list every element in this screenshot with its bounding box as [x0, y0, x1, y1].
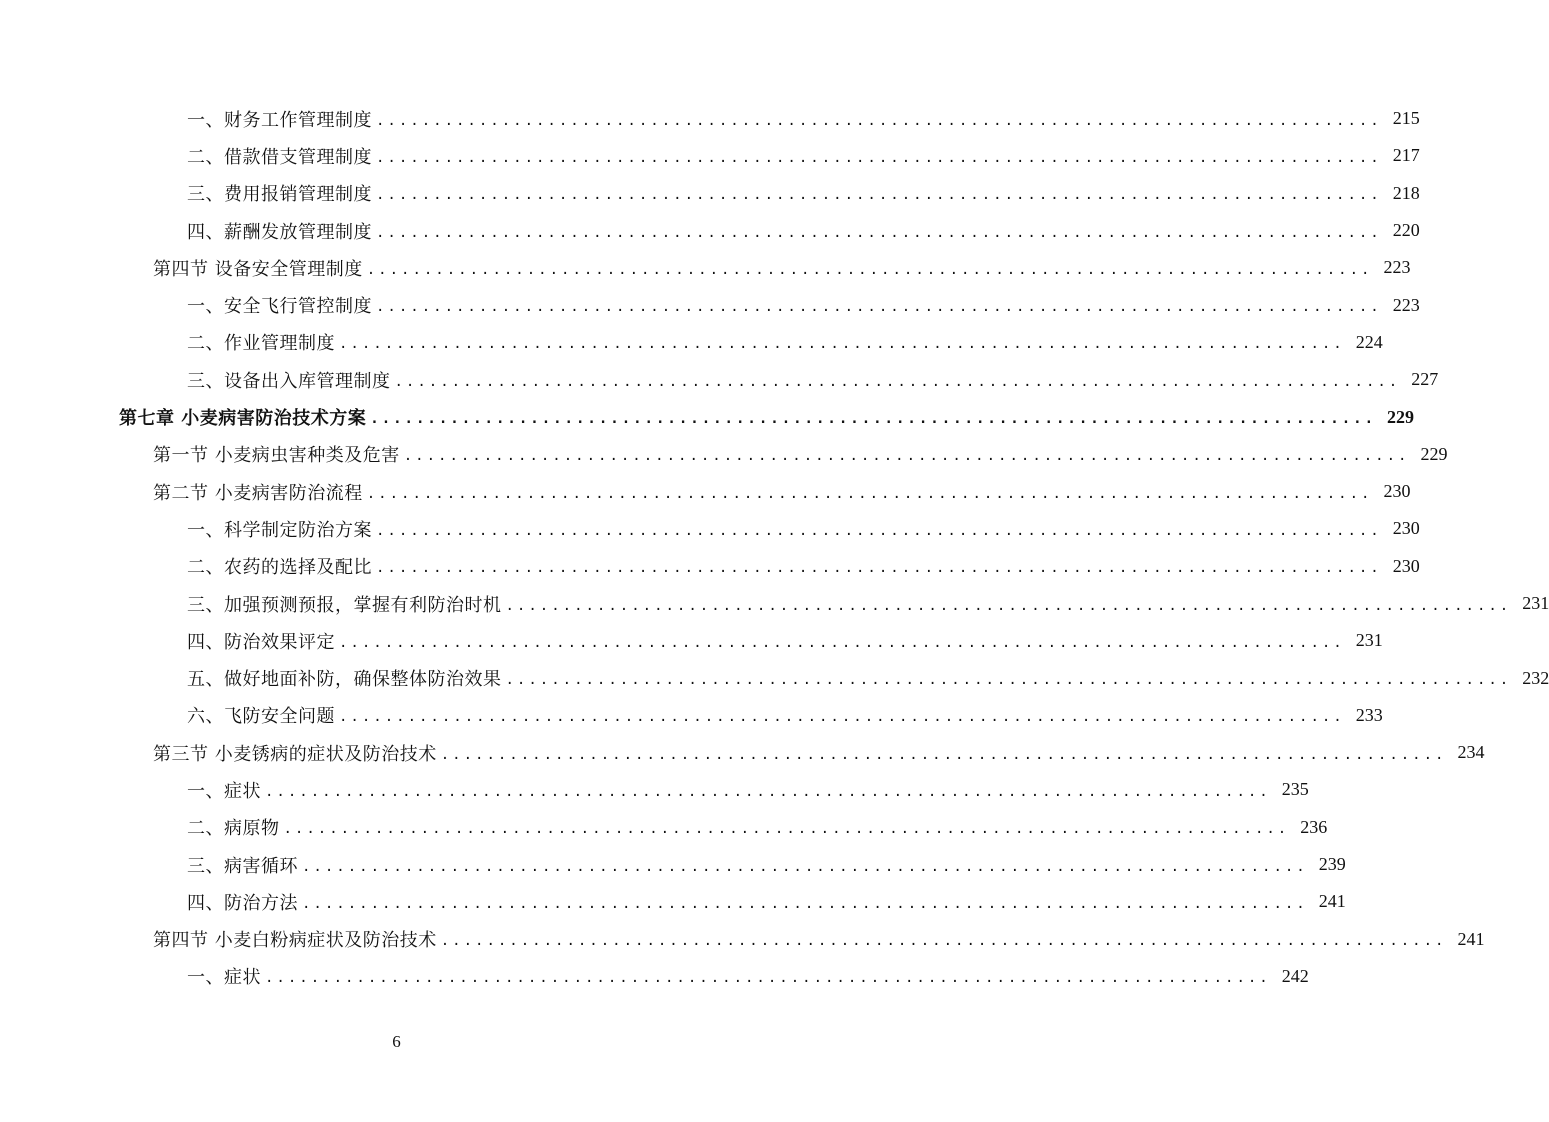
- toc-entry-title: 四、防治方法: [187, 892, 298, 914]
- toc-entry-title: 第四节 小麦白粉病症状及防治技术: [153, 930, 437, 952]
- dot-leader: ........................................................................................: [376, 560, 1382, 577]
- toc-entry[interactable]: [0, 585, 1549, 622]
- table-of-contents: [0, 100, 1549, 995]
- dot-leader: ........................................................................................: [394, 373, 1401, 390]
- dot-leader: ........................................................................................: [376, 112, 1382, 129]
- toc-entry-title: 二、农药的选择及配比: [187, 557, 372, 579]
- toc-entry[interactable]: [0, 175, 1420, 212]
- dot-leader: ........................................................................................: [505, 597, 1512, 614]
- dot-leader: ........................................................................................: [376, 187, 1382, 204]
- dot-leader: ........................................................................................: [376, 149, 1382, 166]
- toc-entry-page: 239: [1318, 854, 1346, 875]
- dot-leader: ........................................................................................: [370, 411, 1376, 428]
- toc-entry-page: 220: [1392, 220, 1420, 241]
- dot-leader: ........................................................................................: [403, 448, 1410, 465]
- toc-entry-page: 242: [1281, 965, 1309, 986]
- toc-entry[interactable]: [0, 921, 1485, 958]
- toc-entry[interactable]: [0, 883, 1346, 920]
- toc-entry[interactable]: [0, 249, 1411, 286]
- toc-chapter-entry[interactable]: [0, 398, 1414, 435]
- dot-leader: ........................................................................................: [376, 224, 1382, 241]
- toc-entry-title: 第三节 小麦锈病的症状及防治技术: [153, 743, 437, 765]
- toc-entry[interactable]: [0, 361, 1439, 398]
- dot-leader: ........................................................................................: [339, 634, 1345, 651]
- toc-entry[interactable]: [0, 212, 1420, 249]
- toc-entry-title: 二、病原物: [187, 818, 280, 840]
- dot-leader: ........................................................................................: [366, 261, 1373, 278]
- toc-entry-page: 229: [1387, 406, 1414, 427]
- toc-entry[interactable]: [0, 622, 1383, 659]
- toc-entry[interactable]: [0, 548, 1420, 585]
- toc-entry-title: 二、借款借支管理制度: [187, 146, 372, 168]
- toc-entry[interactable]: [0, 100, 1420, 137]
- toc-entry-page: 241: [1457, 928, 1485, 949]
- toc-entry-title: 六、飞防安全问题: [187, 706, 335, 728]
- toc-entry-page: 218: [1392, 182, 1420, 203]
- toc-entry-page: 230: [1392, 555, 1420, 576]
- toc-entry-title: 一、症状: [187, 780, 261, 802]
- toc-entry[interactable]: [0, 510, 1420, 547]
- dot-leader: ........................................................................................: [440, 933, 1447, 950]
- toc-entry-page: 215: [1392, 108, 1420, 129]
- toc-entry[interactable]: [0, 324, 1383, 361]
- toc-entry-page: 224: [1355, 331, 1383, 352]
- dot-leader: ........................................................................................: [366, 485, 1373, 502]
- toc-entry[interactable]: [0, 809, 1328, 846]
- toc-entry-title: 第七章 小麦病害防治技术方案: [119, 408, 367, 430]
- dot-leader: ........................................................................................: [265, 970, 1271, 987]
- toc-entry-page: 230: [1383, 481, 1411, 502]
- toc-entry-title: 四、薪酬发放管理制度: [187, 221, 372, 243]
- toc-entry-page: 232: [1522, 667, 1549, 688]
- page-number: 6: [392, 1032, 401, 1051]
- toc-entry-title: 第二节 小麦病害防治流程: [153, 482, 363, 504]
- toc-entry[interactable]: [0, 659, 1549, 696]
- toc-entry-page: 223: [1392, 294, 1420, 315]
- toc-entry-title: 第一节 小麦病虫害种类及危害: [153, 445, 400, 467]
- toc-entry[interactable]: [0, 286, 1420, 323]
- dot-leader: ........................................................................................: [265, 783, 1271, 800]
- toc-entry[interactable]: [0, 771, 1309, 808]
- toc-entry-page: 233: [1355, 704, 1383, 725]
- toc-entry-page: 223: [1383, 257, 1411, 278]
- toc-entry-title: 一、科学制定防治方案: [187, 519, 372, 541]
- toc-entry-title: 三、设备出入库管理制度: [187, 370, 391, 392]
- toc-entry-title: 一、症状: [187, 967, 261, 989]
- toc-entry-page: 234: [1457, 742, 1485, 763]
- toc-entry-title: 一、财务工作管理制度: [187, 109, 372, 131]
- toc-entry[interactable]: [0, 473, 1411, 510]
- toc-entry-page: 235: [1281, 779, 1309, 800]
- toc-entry[interactable]: [0, 137, 1420, 174]
- dot-leader: ........................................................................................: [376, 522, 1382, 539]
- toc-entry-page: 229: [1420, 443, 1448, 464]
- dot-leader: ........................................................................................: [339, 336, 1345, 353]
- dot-leader: ........................................................................................: [302, 858, 1308, 875]
- toc-entry-title: 五、做好地面补防，确保整体防治效果: [187, 669, 502, 691]
- toc-entry[interactable]: [0, 958, 1309, 995]
- toc-entry-title: 三、费用报销管理制度: [187, 184, 372, 206]
- dot-leader: ........................................................................................: [440, 746, 1447, 763]
- toc-entry-page: 231: [1355, 630, 1383, 651]
- toc-entry-title: 三、病害循环: [187, 855, 298, 877]
- toc-entry-title: 三、加强预测预报，掌握有利防治时机: [187, 594, 502, 616]
- dot-leader: ........................................................................................: [376, 299, 1382, 316]
- toc-entry-title: 四、防治效果评定: [187, 631, 335, 653]
- toc-entry-page: 227: [1411, 369, 1439, 390]
- toc-entry-page: 230: [1392, 518, 1420, 539]
- toc-entry-title: 第四节 设备安全管理制度: [153, 258, 363, 280]
- dot-leader: ........................................................................................: [505, 672, 1512, 689]
- toc-entry-page: 241: [1318, 891, 1346, 912]
- toc-entry-page: 236: [1300, 816, 1328, 837]
- toc-entry-title: 二、作业管理制度: [187, 333, 335, 355]
- dot-leader: ........................................................................................: [302, 895, 1308, 912]
- toc-entry-page: 231: [1522, 593, 1549, 613]
- toc-entry[interactable]: [0, 734, 1485, 771]
- dot-leader: ........................................................................................: [339, 709, 1345, 726]
- toc-entry-title: 一、安全飞行管控制度: [187, 296, 372, 318]
- toc-entry[interactable]: [0, 436, 1448, 473]
- toc-entry[interactable]: [0, 697, 1383, 734]
- toc-entry[interactable]: [0, 846, 1346, 883]
- toc-entry-page: 217: [1392, 145, 1420, 166]
- dot-leader: ........................................................................................: [283, 821, 1290, 838]
